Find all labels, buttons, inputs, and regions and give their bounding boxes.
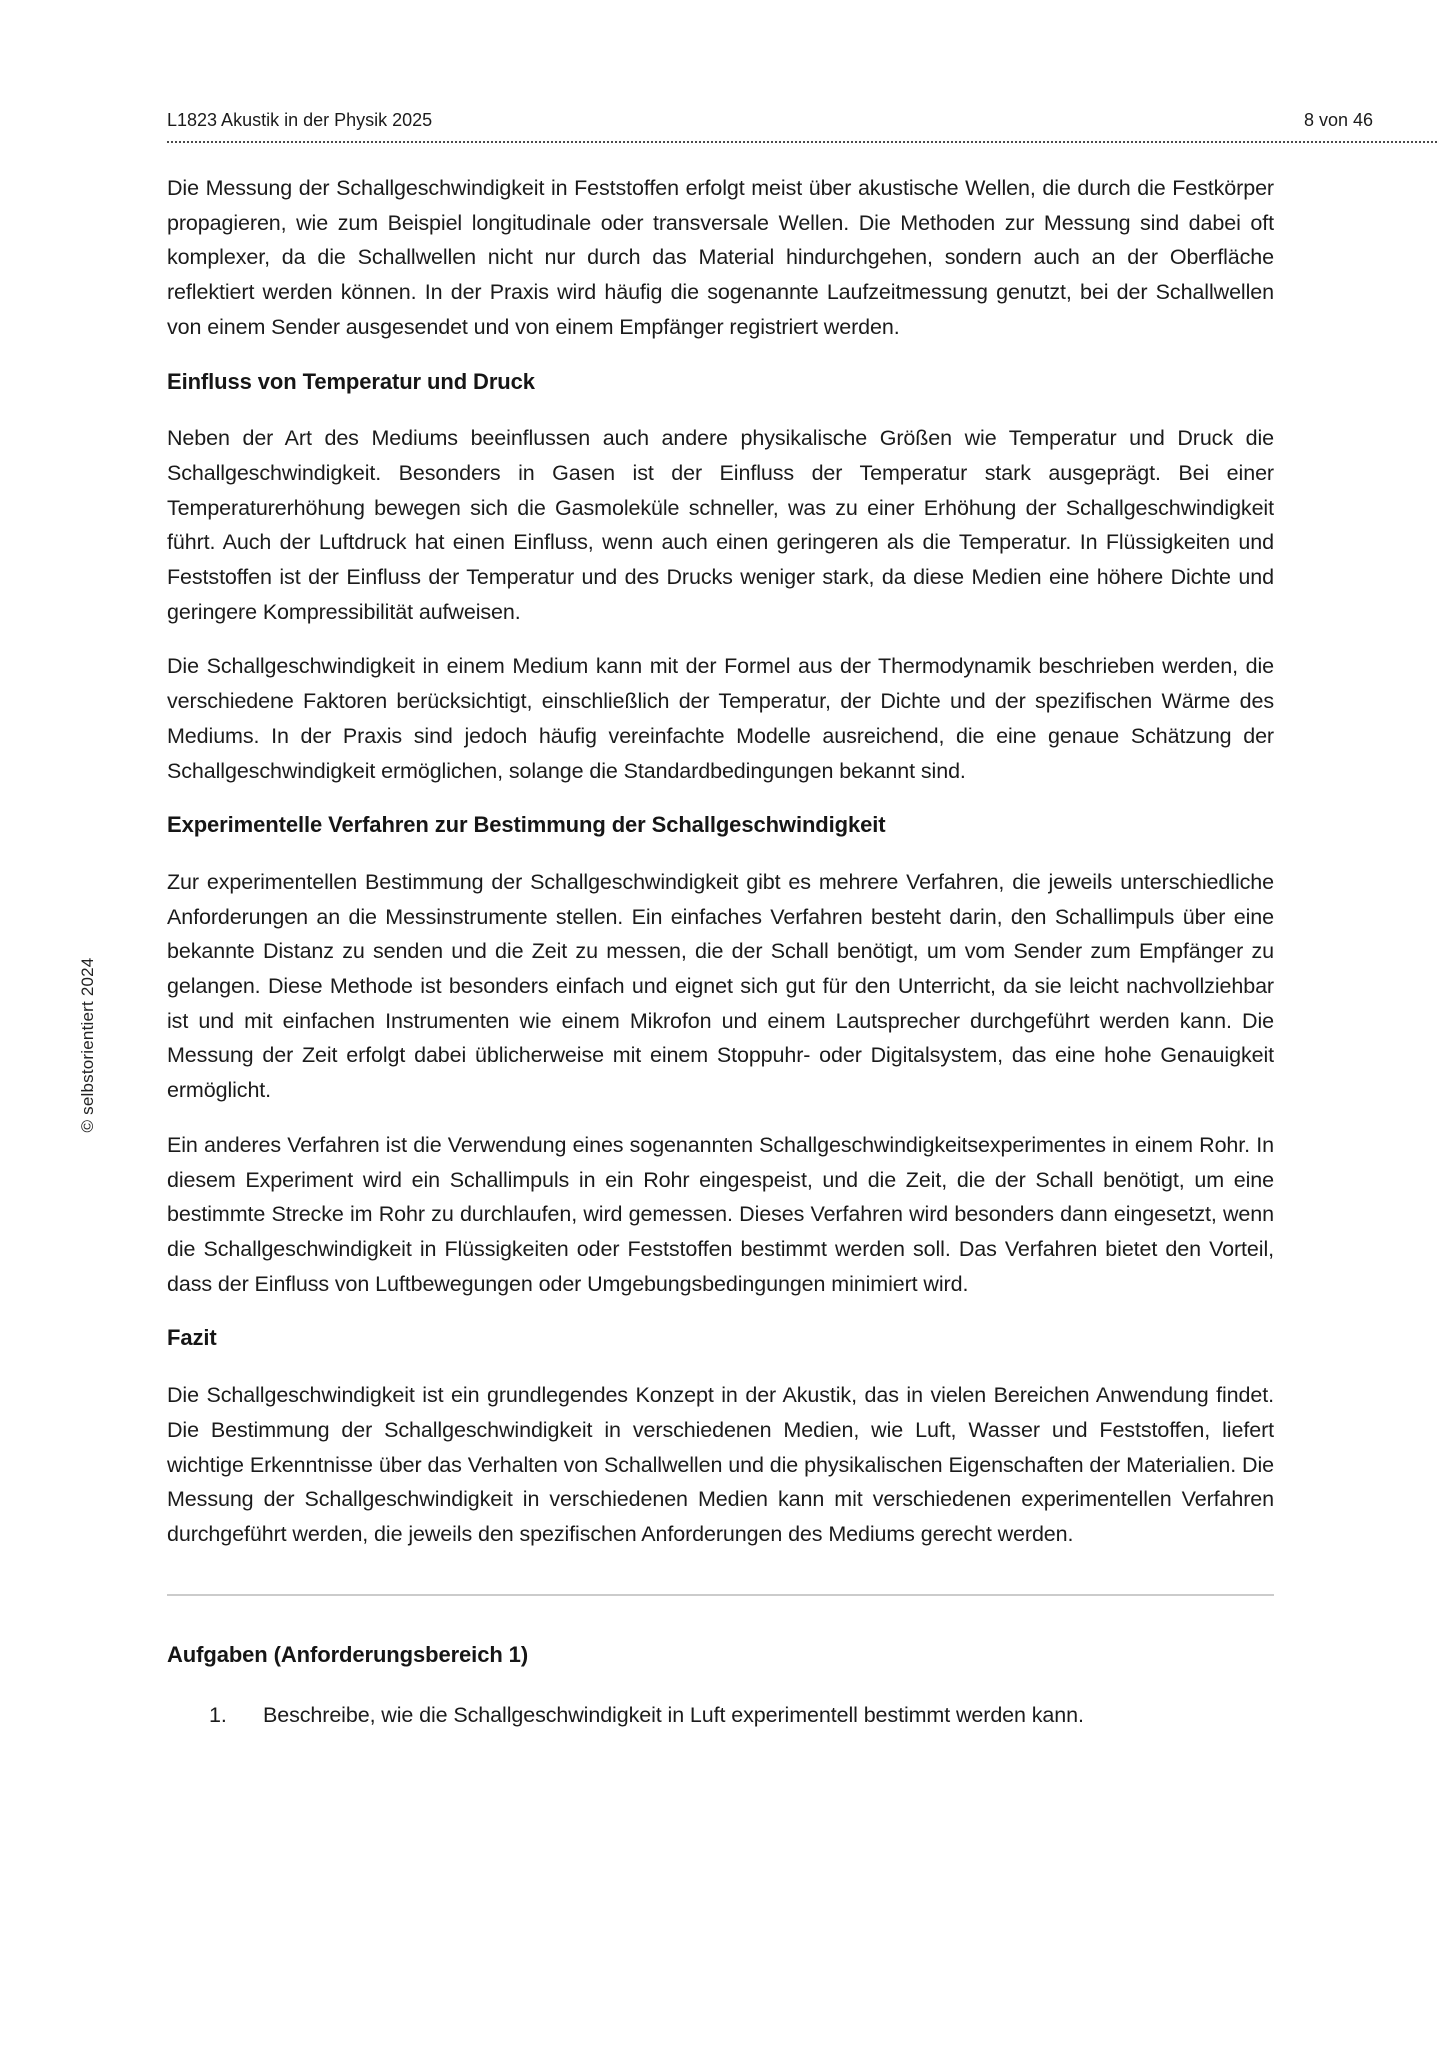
heading-experimental-methods: Experimentelle Verfahren zur Bestimmung der Schallgeschwindigkeit bbox=[167, 812, 886, 838]
copyright-vertical-label: © selbstorientiert 2024 bbox=[78, 957, 97, 1133]
task-text: Beschreibe, wie die Schallgeschwindigkeit in Luft experimentell bestimmt werden kann. bbox=[263, 1703, 1084, 1728]
document-code: L1823 Akustik in der Physik 2025 bbox=[167, 110, 433, 130]
paragraph-tube-experiment: Ein anderes Verfahren ist die Verwendung eines sogenannten Schallgeschwindigkeitsexperimentes in einem Rohr. In diesem Experiment wird ein Schallimpuls in ein Rohr eingespeist, und die Zeit, die der Schall benötigt, um eine bestimmte Strecke im Rohr zu durchlaufen, wird gemessen. Dieses Verfahren wird besonders dann eingesetzt, wenn die Schallgeschwindigkeit in Flüssigkeiten oder Feststoffen bestimmt werden soll. Das Verfahren bietet den Vorteil, dass der Einfluss von Luftbewegungen oder Umgebungsbedingungen minimiert wird. bbox=[167, 1132, 1274, 1296]
paragraph-distance-time-method: Zur experimentellen Bestimmung der Schallgeschwindigkeit gibt es mehrere Verfahren, die jeweils unterschiedliche Anforderungen an die Messinstrumente stellen. Ein einfaches Verfahren besteht darin, den Schallimpuls über eine bekannte Distanz zu senden und die Zeit zu messen, die der Schall benötigt, um vom Sender zum Empfänger zu gelangen. Diese Methode ist besonders einfach und eignet sich gut für den Unterricht, da sie leicht nachvollziehbar ist und mit einfachen Instrumenten wie einem Mikrofon und einem Lautsprecher durchgeführt werden kann. Die Messung der Zeit erfolgt dabei üblicherweise mit einem Stoppuhr- oder Digitalsystem, das eine hohe Genauigkeit ermöglicht. bbox=[167, 869, 1274, 1103]
paragraph-conclusion: Die Schallgeschwindigkeit ist ein grundlegendes Konzept in der Akustik, das in vielen Bereichen Anwendung findet. Die Bestimmung der Schallgeschwindigkeit in verschiedenen Medien, wie Luft, Wasser und Feststoffen, liefert wichtige Erkenntnisse über das Verhalten von Schallwellen und die physikalischen Eigenschaften der Materialien. Die Messung der Schallgeschwindigkeit in verschiedenen Medien kann mit verschiedenen experimentellen Verfahren durchgeführt werden, die jeweils den spezifischen Anforderungen des Mediums gerecht werden. bbox=[167, 1383, 1274, 1546]
paragraph-thermodynamics-formula: Die Schallgeschwindigkeit in einem Medium kann mit der Formel aus der Thermodynamik beschrieben werden, die verschiedene Faktoren berücksichtigt, einschließlich der Temperatur, der Dichte und der spezifischen Wärme des Mediums. In der Praxis sind jedoch häufig vereinfachte Modelle ausreichend, die eine genaue Schätzung der Schallgeschwindigkeit ermöglichen, solange die Standardbedingungen bekannt sind. bbox=[167, 654, 1274, 783]
document-body bbox=[167, 171, 1274, 1733]
heading-fazit: Fazit bbox=[167, 1325, 217, 1351]
heading-tasks: Aufgaben (Anforderungsbereich 1) bbox=[167, 1641, 529, 1667]
task-list-item bbox=[167, 1698, 1274, 1733]
header-dotted-rule bbox=[167, 141, 1437, 143]
task-number: 1. bbox=[209, 1703, 227, 1728]
section-divider bbox=[167, 1594, 1274, 1596]
page-header bbox=[167, 108, 1373, 132]
page-number: 8 von 46 bbox=[1303, 110, 1373, 130]
paragraph-solid-measurement: Die Messung der Schallgeschwindigkeit in Feststoffen erfolgt meist über akustische Wellen, die durch die Festkörper propagieren, wie zum Beispiel longitudinale oder transversale Wellen. Die Methoden zur Messung sind dabei oft komplexer, da die Schallwellen nicht nur durch das Material hindurchgehen, sondern auch an der Oberfläche reflektiert werden können. In der Praxis wird häufig die sogenannte Laufzeitmessung genutzt, bei der Schallwellen von einem Sender ausgesendet und von einem Empfänger registriert werden. bbox=[167, 176, 1274, 339]
paragraph-temperature-influence: Neben der Art des Mediums beeinflussen auch andere physikalische Größen wie Temperatur und Druck die Schallgeschwindigkeit. Besonders in Gasen ist der Einfluss der Temperatur stark ausgeprägt. Bei einer Temperaturerhöhung bewegen sich die Gasmoleküle schneller, was zu einer Erhöhung der Schallgeschwindigkeit führt. Auch der Luftdruck hat einen Einfluss, wenn auch einen geringeren als die Temperatur. In Flüssigkeiten und Feststoffen ist der Einfluss der Temperatur und des Drucks weniger stark, da diese Medien eine höhere Dichte und geringere Kompressibilität aufweisen. bbox=[167, 426, 1274, 624]
heading-temperature-pressure: Einfluss von Temperatur und Druck bbox=[167, 368, 535, 394]
